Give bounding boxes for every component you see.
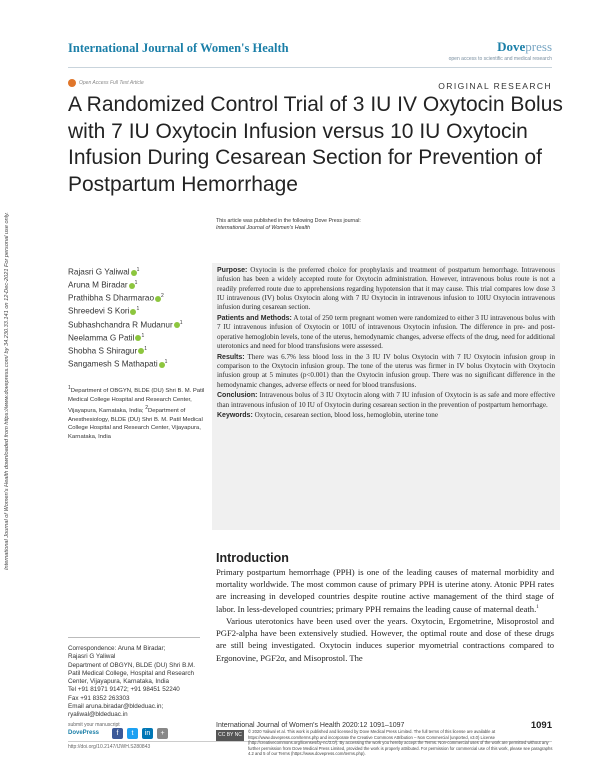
abstract — [217, 266, 555, 422]
dovepress-logo[interactable] — [497, 39, 552, 55]
download-side-note: International Journal of Women's Health downloaded from https://www.dovepress.com/ by 34.230.33.141 on 12-Dec-2021 For personal use only. — [4, 212, 10, 570]
intro-paragraph-1-text: Primary postpartum hemorrhage (PPH) is one of the leading causes of maternal morbidity and mortality worldwide. The most common cause of primary PPH is uterine atony. Atonic PPH rates are increasing in developed countries despite routine active management of the third stage of labor. In less-developed countries; primary PPH remains the leading cause of maternal death. — [216, 567, 554, 615]
keywords-text: Oxytocin, cesarean section, blood loss, hemoglobin, uterine tone — [254, 411, 438, 420]
page-number: 1091 — [530, 720, 552, 731]
twitter-icon[interactable]: t — [127, 728, 138, 739]
dove-logo-text: Dove — [497, 39, 526, 54]
author-affiliation-sup: 1 — [136, 306, 140, 313]
author[interactable] — [68, 278, 208, 291]
header-divider — [68, 67, 552, 68]
submit-manuscript-link[interactable]: submit your manuscript — [68, 722, 120, 728]
correspondence-line: Correspondence: Aruna M Biradar; — [68, 645, 166, 652]
open-access-label: Open Access Full Text Article — [79, 80, 144, 86]
author-affiliation-sup: 1 — [134, 280, 138, 287]
author-affiliation-sup: 2 — [161, 293, 164, 300]
article-type: ORIGINAL RESEARCH — [438, 81, 552, 91]
author-affiliation-sup: 1 — [136, 267, 140, 273]
author[interactable] — [68, 265, 208, 278]
affiliation-sup: 2 — [145, 405, 148, 412]
publication-note — [216, 218, 416, 232]
intro-paragraph-2: Various uterotonics have been used over the years. Oxytocin, Ergometrine, Misoprostol and PGF2-alpha have been extensively studied. However, the optimal route and dose of these drugs are still being investigated. Oxytocin induces superior myometrial contractions compared to Ergonovine, PGF2α, and Misoprostol. The — [216, 616, 554, 663]
author-name: Shobha S Shiragur — [68, 346, 138, 356]
affiliation-1: Department of OBGYN, BLDE (DU) Shri B. M. Patil Medical College Hospital and Research Center, Vijayapura, Karnataka, India; — [68, 387, 205, 415]
affiliations — [68, 384, 208, 442]
conclusion-text: Intravenous bolus of 3 IU Oxytocin along with 7 IU infusion of Oxytocin is as safe and more effective than intravenous infusion of 10 IU of Oxytocin during cesarean section in the prevention of postpartum hemorrhage. — [217, 391, 555, 409]
methods-label: Patients and Methods: — [217, 314, 292, 322]
author-affiliation-sup: 1 — [164, 358, 168, 365]
author[interactable] — [68, 291, 208, 304]
correspondence-fax: Fax +91 8352 263303 — [68, 694, 130, 702]
affiliation-2: Department of Anesthesiology, BLDE (DU) Shri B. M. Patil Medical College Hospital and Research Center, Vijayapura, Karnataka, India — [68, 408, 203, 440]
press-logo-text: press — [525, 39, 552, 54]
doi-link[interactable]: http://doi.org/10.2147/IJWH.S280843 — [68, 744, 151, 750]
author[interactable] — [68, 344, 208, 357]
creative-commons-badge[interactable]: CC BY NC — [216, 730, 244, 741]
purpose-text: Oxytocin is the preferred choice for prophylaxis and treatment of postpartum hemorrhage. Intravenous infusion has been a widely accepted route for Oxytocin administration. However, intravenous bolus route is not a readily preferred route due to apprehensions regarding hypotension that it may cause. This trial compares low dose 3 IU intravenous (IV) bolus Oxytocin along with 7 IU Oxytocin in intravenous infusion to 10IU Oxytocin intravenous infusion during cesarean section. — [217, 266, 555, 312]
correspondence-address: Department of OBGYN, BLDE (DU) Shri B.M. Patil Medical College, Hospital and Research Center, Vijayapura, Karnataka, India — [68, 661, 196, 686]
article-title: A Randomized Control Trial of 3 IU IV Oxytocin Bolus with 7 IU Oxytocin Infusion versus 10 IU Oxytocin Infusion During Cesarean Section for Prevention of Postpartum Hemorrhage — [68, 93, 563, 196]
author-list — [68, 265, 208, 370]
author-affiliation-sup: 1 — [144, 345, 147, 352]
conclusion-label: Conclusion: — [217, 392, 258, 400]
intro-paragraph-1 — [216, 566, 554, 615]
correspondence-phone: Tel +91 81971 91472; +91 98451 52240 — [68, 686, 180, 694]
journal-citation: International Journal of Women's Health 2020:12 1091–1097 — [216, 722, 405, 729]
linkedin-icon[interactable]: in — [142, 728, 153, 739]
author-affiliation-sup: 1 — [141, 332, 145, 339]
open-access-icon — [68, 79, 76, 87]
author-name: Rajasri G Yaliwal — [68, 267, 130, 277]
publication-note-line: This article was published in the following Dove Press journal: — [216, 218, 361, 224]
author[interactable] — [68, 331, 208, 344]
correspondence-divider — [68, 637, 200, 638]
author-affiliation-sup: 1 — [179, 319, 183, 326]
introduction-heading: Introduction — [216, 551, 289, 565]
keywords-label: Keywords: — [217, 412, 253, 420]
results-text: There was 6.7% less blood loss in the 3 IU IV bolus Oxytocin with 7 IU Oxytocin infusion group in comparison to the Oxytocin infusion group. The tone of the uterus was firmer in IV bolus Oxytocin with Oxytocin infusion group at 5 minutes (p<0.001) than the Oxytocin infusion group. There was no significant difference in the hemodynamic changes, adverse effects or need for blood transfusions. — [217, 352, 555, 389]
facebook-icon[interactable]: f — [112, 728, 123, 739]
publication-note-journal: International Journal of Women's Health — [216, 225, 311, 231]
introduction-body — [216, 566, 554, 664]
author[interactable] — [68, 304, 208, 317]
affiliation-sup: 1 — [68, 385, 71, 391]
author[interactable] — [68, 318, 208, 331]
author-name: Subhashchandra R Mudanur — [68, 320, 173, 330]
license-text: © 2020 Yaliwal et al. This work is published and licensed by Dove Medical Press Limited. The full terms of this license are available at https://www.dovepress.com/terms.php and incorporate the Creative Commons Attribution – Non Commercial (unported, v3.0) License (http://creativecommons.org/licenses/by-nc/3.0/). By accessing the work you hereby accept the Terms. Non-commercial uses of the work are permitted without any further permission from Dove Medical Press Limited, provided the work is properly attributed. For permission for commercial use of this work, please see paragraphs 4.2 and 5 of our Terms (https://www.dovepress.com/terms.php). — [248, 729, 553, 757]
journal-title: International Journal of Women's Health — [68, 41, 289, 55]
dovepress-footer-logo[interactable]: DovePress — [68, 730, 100, 736]
correspondence-email[interactable]: Email aruna.biradar@bldeduac.in; ryaliwal@bldeduac.in — [68, 703, 164, 719]
citation-sup[interactable]: 1 — [536, 605, 539, 611]
results-label: Results: — [217, 353, 245, 361]
author-name: Shreedevi S Kori — [68, 307, 130, 317]
author-name: Aruna M Biradar — [68, 280, 128, 290]
methods-text: A total of 250 term pregnant women were randomized to either 3 IU intravenous bolus with 7 IU intravenous infusion of Oxytocin or 10IU of intravenous Oxytocin infusion. The difference in pre- and post-operative hemoglobin levels, tone of the uterus, hemodynamic changes, adverse effects of the drug, need for additional uterotonics and need for blood transfusions were assessed. — [217, 313, 555, 350]
share-icon[interactable]: + — [157, 728, 168, 739]
author-name: Neelamma G Patil — [68, 333, 135, 343]
correspondence-line: Rajasri G Yaliwal — [68, 653, 116, 661]
author-name: Sangamesh S Mathapati — [68, 359, 158, 369]
author-name: Prathibha S Dharmarao — [68, 294, 155, 304]
purpose-label: Purpose: — [217, 267, 248, 274]
correspondence — [68, 645, 208, 720]
author[interactable] — [68, 357, 208, 370]
dovepress-tagline: open access to scientific and medical research — [448, 56, 552, 62]
